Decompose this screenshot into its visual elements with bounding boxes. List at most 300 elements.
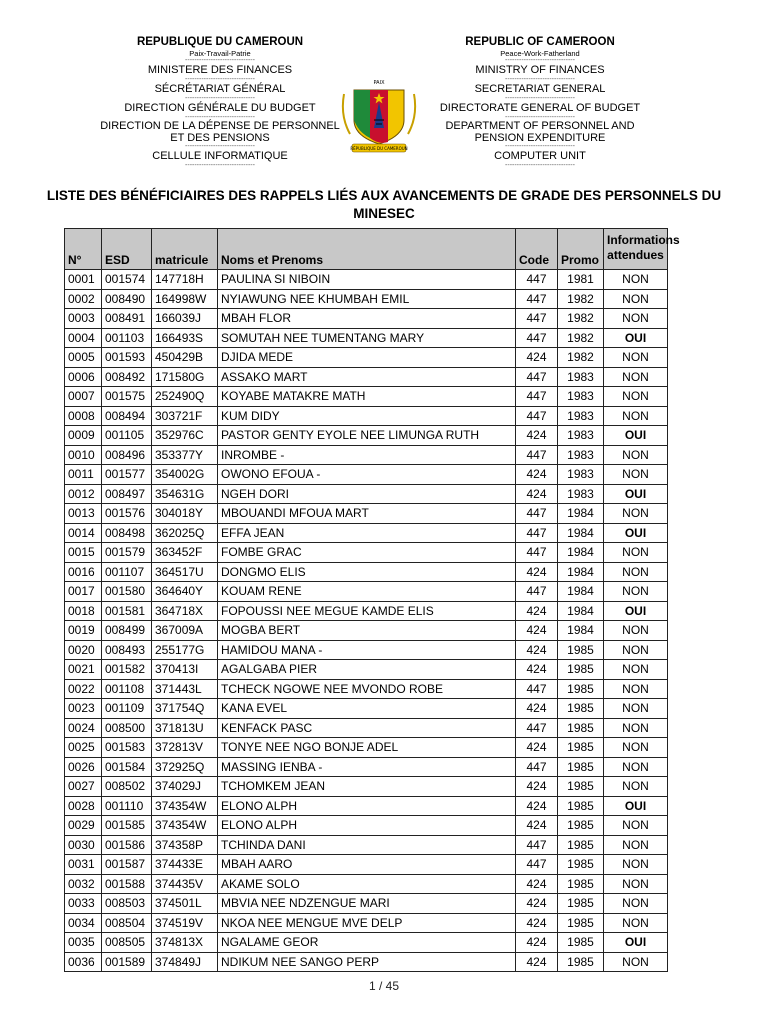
row-number: 0003 <box>65 309 102 329</box>
grade-code: 424 <box>516 348 558 368</box>
table-row <box>65 796 668 816</box>
esd-code: 001107 <box>102 562 152 582</box>
table-row <box>65 562 668 582</box>
row-number: 0024 <box>65 718 102 738</box>
grade-code: 424 <box>516 465 558 485</box>
row-number: 0014 <box>65 523 102 543</box>
esd-code: 001584 <box>102 757 152 777</box>
esd-code: 001574 <box>102 270 152 290</box>
promotion-year: 1984 <box>558 562 604 582</box>
grade-code: 424 <box>516 699 558 719</box>
matricule: 371813U <box>152 718 218 738</box>
row-number: 0010 <box>65 445 102 465</box>
esd-code: 001109 <box>102 699 152 719</box>
column-header: Promo <box>558 229 604 270</box>
grade-code: 447 <box>516 679 558 699</box>
promotion-year: 1983 <box>558 426 604 446</box>
esd-code: 001579 <box>102 543 152 563</box>
esd-code: 008490 <box>102 289 152 309</box>
row-number: 0034 <box>65 913 102 933</box>
letterhead-english <box>425 36 655 169</box>
grade-code: 424 <box>516 933 558 953</box>
matricule: 450429B <box>152 348 218 368</box>
promotion-year: 1984 <box>558 601 604 621</box>
promotion-year: 1982 <box>558 309 604 329</box>
full-name: PAULINA SI NIBOIN <box>218 270 516 290</box>
letterhead-french <box>95 36 345 169</box>
information-status: OUI <box>604 328 668 348</box>
grade-code: 447 <box>516 504 558 524</box>
unit-en: COMPUTER UNIT <box>494 150 586 162</box>
matricule: 371443L <box>152 679 218 699</box>
grade-code: 447 <box>516 718 558 738</box>
grade-code: 447 <box>516 289 558 309</box>
full-name: NYIAWUNG NEE KHUMBAH EMIL <box>218 289 516 309</box>
matricule: 367009A <box>152 621 218 641</box>
table-row <box>65 387 668 407</box>
motto-fr: Paix-Travail-Patrie <box>189 49 251 58</box>
esd-code: 001585 <box>102 816 152 836</box>
matricule: 303721F <box>152 406 218 426</box>
row-number: 0018 <box>65 601 102 621</box>
full-name: TCHECK NGOWE NEE MVONDO ROBE <box>218 679 516 699</box>
promotion-year: 1985 <box>558 738 604 758</box>
promotion-year: 1985 <box>558 933 604 953</box>
separator: ------------------------------ <box>185 95 255 102</box>
separator: ------------------------------ <box>505 95 575 102</box>
table-row <box>65 894 668 914</box>
grade-code: 447 <box>516 309 558 329</box>
matricule: 147718H <box>152 270 218 290</box>
promotion-year: 1984 <box>558 543 604 563</box>
esd-code: 008493 <box>102 640 152 660</box>
grade-code: 424 <box>516 816 558 836</box>
table-row <box>65 952 668 972</box>
table-row <box>65 699 668 719</box>
matricule: 164998W <box>152 289 218 309</box>
full-name: NGALAME GEOR <box>218 933 516 953</box>
row-number: 0009 <box>65 426 102 446</box>
information-status: NON <box>604 465 668 485</box>
grade-code: 447 <box>516 835 558 855</box>
full-name: FOPOUSSI NEE MEGUE KAMDE ELIS <box>218 601 516 621</box>
grade-code: 424 <box>516 426 558 446</box>
grade-code: 447 <box>516 387 558 407</box>
matricule: 364517U <box>152 562 218 582</box>
row-number: 0019 <box>65 621 102 641</box>
grade-code: 447 <box>516 757 558 777</box>
matricule: 370413I <box>152 660 218 680</box>
full-name: TCHOMKEM JEAN <box>218 777 516 797</box>
separator: ------------------------------ <box>185 114 255 121</box>
full-name: KUM DIDY <box>218 406 516 426</box>
esd-code: 001593 <box>102 348 152 368</box>
full-name: MOGBA BERT <box>218 621 516 641</box>
information-status: OUI <box>604 796 668 816</box>
row-number: 0021 <box>65 660 102 680</box>
matricule: 374029J <box>152 777 218 797</box>
matricule: 364718X <box>152 601 218 621</box>
information-status: OUI <box>604 484 668 504</box>
matricule: 374354W <box>152 796 218 816</box>
information-status: NON <box>604 640 668 660</box>
promotion-year: 1984 <box>558 504 604 524</box>
matricule: 364640Y <box>152 582 218 602</box>
row-number: 0031 <box>65 855 102 875</box>
esd-code: 008503 <box>102 894 152 914</box>
separator: ------------------------------ <box>505 76 575 83</box>
promotion-year: 1985 <box>558 855 604 875</box>
full-name: PASTOR GENTY EYOLE NEE LIMUNGA RUTH <box>218 426 516 446</box>
esd-code: 001575 <box>102 387 152 407</box>
table-row <box>65 660 668 680</box>
promotion-year: 1983 <box>558 387 604 407</box>
full-name: AGALGABA PIER <box>218 660 516 680</box>
promotion-year: 1985 <box>558 952 604 972</box>
promotion-year: 1985 <box>558 679 604 699</box>
esd-code: 001581 <box>102 601 152 621</box>
row-number: 0035 <box>65 933 102 953</box>
matricule: 372925Q <box>152 757 218 777</box>
full-name: KOYABE MATAKRE MATH <box>218 387 516 407</box>
matricule: 354631G <box>152 484 218 504</box>
esd-code: 001589 <box>102 952 152 972</box>
esd-code: 008496 <box>102 445 152 465</box>
information-status: OUI <box>604 601 668 621</box>
esd-code: 008498 <box>102 523 152 543</box>
grade-code: 447 <box>516 543 558 563</box>
table-row <box>65 465 668 485</box>
promotion-year: 1985 <box>558 894 604 914</box>
row-number: 0005 <box>65 348 102 368</box>
full-name: MBVIA NEE NDZENGUE MARI <box>218 894 516 914</box>
full-name: KENFACK PASC <box>218 718 516 738</box>
promotion-year: 1983 <box>558 367 604 387</box>
information-status: NON <box>604 718 668 738</box>
esd-code: 008491 <box>102 309 152 329</box>
division-fr: DIRECTION DE LA DÉPENSE DE PERSONNEL ET DES PENSIONS <box>100 120 340 144</box>
full-name: TCHINDA DANI <box>218 835 516 855</box>
column-header: Informations attendues <box>604 229 668 270</box>
table-row <box>65 426 668 446</box>
row-number: 0001 <box>65 270 102 290</box>
matricule: 374358P <box>152 835 218 855</box>
promotion-year: 1985 <box>558 757 604 777</box>
separator: ------------------------------ <box>505 57 575 64</box>
table-row <box>65 816 668 836</box>
matricule: 353377Y <box>152 445 218 465</box>
full-name: DJIDA MEDE <box>218 348 516 368</box>
esd-code: 001588 <box>102 874 152 894</box>
promotion-year: 1982 <box>558 348 604 368</box>
table-row <box>65 289 668 309</box>
grade-code: 424 <box>516 913 558 933</box>
row-number: 0016 <box>65 562 102 582</box>
separator: ------------------------------ <box>505 143 575 150</box>
information-status: NON <box>604 913 668 933</box>
esd-code: 008499 <box>102 621 152 641</box>
row-number: 0022 <box>65 679 102 699</box>
row-number: 0004 <box>65 328 102 348</box>
information-status: NON <box>604 816 668 836</box>
full-name: TONYE NEE NGO BONJE ADEL <box>218 738 516 758</box>
information-status: NON <box>604 387 668 407</box>
information-status: NON <box>604 777 668 797</box>
matricule: 374501L <box>152 894 218 914</box>
full-name: NDIKUM NEE SANGO PERP <box>218 952 516 972</box>
table-body <box>65 270 668 972</box>
promotion-year: 1983 <box>558 445 604 465</box>
grade-code: 447 <box>516 270 558 290</box>
information-status: NON <box>604 582 668 602</box>
row-number: 0026 <box>65 757 102 777</box>
coat-of-arms-icon <box>338 76 420 156</box>
esd-code: 008504 <box>102 913 152 933</box>
seal-motto: PAIX <box>373 80 385 86</box>
information-status: NON <box>604 367 668 387</box>
promotion-year: 1983 <box>558 484 604 504</box>
table-row <box>65 504 668 524</box>
information-status: NON <box>604 874 668 894</box>
table-row <box>65 757 668 777</box>
matricule: 354002G <box>152 465 218 485</box>
promotion-year: 1984 <box>558 582 604 602</box>
information-status: OUI <box>604 933 668 953</box>
row-number: 0017 <box>65 582 102 602</box>
table-row <box>65 855 668 875</box>
directorate-en: DIRECTORATE GENERAL OF BUDGET <box>439 102 641 114</box>
column-header: Noms et Prenoms <box>218 229 516 270</box>
table-row <box>65 933 668 953</box>
information-status: NON <box>604 952 668 972</box>
column-header: N° <box>65 229 102 270</box>
grade-code: 424 <box>516 601 558 621</box>
column-header: ESD <box>102 229 152 270</box>
promotion-year: 1985 <box>558 640 604 660</box>
information-status: NON <box>604 543 668 563</box>
beneficiaries-table <box>64 228 680 972</box>
information-status: OUI <box>604 426 668 446</box>
table-row <box>65 309 668 329</box>
information-status: NON <box>604 348 668 368</box>
esd-code: 008502 <box>102 777 152 797</box>
row-number: 0028 <box>65 796 102 816</box>
information-status: NON <box>604 289 668 309</box>
table-row <box>65 543 668 563</box>
full-name: HAMIDOU MANA - <box>218 640 516 660</box>
separator: ------------------------------ <box>505 162 575 169</box>
esd-code: 001583 <box>102 738 152 758</box>
esd-code: 001103 <box>102 328 152 348</box>
promotion-year: 1982 <box>558 328 604 348</box>
secretariat-en: SECRETARIAT GENERAL <box>474 83 606 95</box>
table-row <box>65 270 668 290</box>
fasces-left <box>343 94 350 134</box>
grade-code: 424 <box>516 621 558 641</box>
esd-code: 008494 <box>102 406 152 426</box>
esd-code: 001110 <box>102 796 152 816</box>
esd-code: 001576 <box>102 504 152 524</box>
esd-code: 008492 <box>102 367 152 387</box>
table-row <box>65 328 668 348</box>
matricule: 255177G <box>152 640 218 660</box>
row-number: 0029 <box>65 816 102 836</box>
table-row <box>65 445 668 465</box>
row-number: 0027 <box>65 777 102 797</box>
esd-code: 001577 <box>102 465 152 485</box>
row-number: 0015 <box>65 543 102 563</box>
esd-code: 001580 <box>102 582 152 602</box>
esd-code: 008500 <box>102 718 152 738</box>
promotion-year: 1983 <box>558 406 604 426</box>
separator: ------------------------------ <box>185 143 255 150</box>
grade-code: 424 <box>516 952 558 972</box>
grade-code: 424 <box>516 484 558 504</box>
promotion-year: 1984 <box>558 621 604 641</box>
unit-fr: CELLULE INFORMATIQUE <box>152 150 288 162</box>
promotion-year: 1985 <box>558 835 604 855</box>
full-name: MBAH FLOR <box>218 309 516 329</box>
table-row <box>65 777 668 797</box>
promotion-year: 1985 <box>558 777 604 797</box>
motto-en: Peace-Work-Fatherland <box>500 49 580 58</box>
separator: ------------------------------ <box>185 162 255 169</box>
full-name: DONGMO ELIS <box>218 562 516 582</box>
matricule: 171580G <box>152 367 218 387</box>
matricule: 352976C <box>152 426 218 446</box>
table-row <box>65 718 668 738</box>
matricule: 374433E <box>152 855 218 875</box>
full-name: NKOA NEE MENGUE MVE DELP <box>218 913 516 933</box>
row-number: 0023 <box>65 699 102 719</box>
information-status: NON <box>604 406 668 426</box>
matricule: 252490Q <box>152 387 218 407</box>
promotion-year: 1981 <box>558 270 604 290</box>
promotion-year: 1985 <box>558 699 604 719</box>
full-name: OWONO EFOUA - <box>218 465 516 485</box>
table-row <box>65 640 668 660</box>
grade-code: 424 <box>516 738 558 758</box>
ministry-en: MINISTRY OF FINANCES <box>475 64 605 76</box>
matricule: 374354W <box>152 816 218 836</box>
document-title: LISTE DES BÉNÉFICIAIRES DES RAPPELS LIÉS AUX AVANCEMENTS DE GRADE DES PERSONNELS DU MINESEC <box>46 188 722 221</box>
matricule: 372813V <box>152 738 218 758</box>
full-name: KOUAM RENE <box>218 582 516 602</box>
full-name: SOMUTAH NEE TUMENTANG MARY <box>218 328 516 348</box>
row-number: 0032 <box>65 874 102 894</box>
row-number: 0011 <box>65 465 102 485</box>
information-status: NON <box>604 309 668 329</box>
full-name: KANA EVEL <box>218 699 516 719</box>
matricule: 363452F <box>152 543 218 563</box>
country-fr: REPUBLIQUE DU CAMEROUN <box>136 36 304 48</box>
column-header: Code <box>516 229 558 270</box>
information-status: NON <box>604 504 668 524</box>
full-name: FOMBE GRAC <box>218 543 516 563</box>
full-name: ASSAKO MART <box>218 367 516 387</box>
matricule: 374435V <box>152 874 218 894</box>
esd-code: 001586 <box>102 835 152 855</box>
secretariat-fr: SÉCRÉTARIAT GÉNÉRAL <box>154 83 286 95</box>
information-status: NON <box>604 562 668 582</box>
country-en: REPUBLIC OF CAMEROON <box>465 36 615 48</box>
grade-code: 447 <box>516 523 558 543</box>
row-number: 0012 <box>65 484 102 504</box>
table-row <box>65 874 668 894</box>
promotion-year: 1982 <box>558 289 604 309</box>
esd-code: 008497 <box>102 484 152 504</box>
esd-code: 001108 <box>102 679 152 699</box>
full-name: INROMBE - <box>218 445 516 465</box>
matricule: 371754Q <box>152 699 218 719</box>
table-row <box>65 601 668 621</box>
table-row <box>65 738 668 758</box>
grade-code: 447 <box>516 445 558 465</box>
promotion-year: 1985 <box>558 816 604 836</box>
full-name: AKAME SOLO <box>218 874 516 894</box>
grade-code: 447 <box>516 582 558 602</box>
full-name: ELONO ALPH <box>218 796 516 816</box>
directorate-fr: DIRECTION GÉNÉRALE DU BUDGET <box>124 102 316 114</box>
table-row <box>65 367 668 387</box>
information-status: NON <box>604 679 668 699</box>
grade-code: 447 <box>516 367 558 387</box>
row-number: 0013 <box>65 504 102 524</box>
table-row <box>65 835 668 855</box>
matricule: 374813X <box>152 933 218 953</box>
grade-code: 447 <box>516 406 558 426</box>
grade-code: 424 <box>516 640 558 660</box>
grade-code: 424 <box>516 777 558 797</box>
fasces-right <box>408 94 415 134</box>
promotion-year: 1985 <box>558 913 604 933</box>
table-row <box>65 679 668 699</box>
promotion-year: 1985 <box>558 660 604 680</box>
full-name: MASSING IENBA - <box>218 757 516 777</box>
information-status: NON <box>604 835 668 855</box>
information-status: NON <box>604 855 668 875</box>
matricule: 362025Q <box>152 523 218 543</box>
letterhead <box>0 36 768 176</box>
information-status: NON <box>604 738 668 758</box>
information-status: NON <box>604 757 668 777</box>
row-number: 0006 <box>65 367 102 387</box>
promotion-year: 1985 <box>558 796 604 816</box>
promotion-year: 1983 <box>558 465 604 485</box>
table-row <box>65 621 668 641</box>
grade-code: 424 <box>516 562 558 582</box>
esd-code: 001582 <box>102 660 152 680</box>
full-name: MBOUANDI MFOUA MART <box>218 504 516 524</box>
grade-code: 447 <box>516 328 558 348</box>
separator: ------------------------------ <box>185 76 255 83</box>
table-row <box>65 913 668 933</box>
separator: ------------------------------ <box>185 57 255 64</box>
row-number: 0025 <box>65 738 102 758</box>
column-header: matricule <box>152 229 218 270</box>
row-number: 0030 <box>65 835 102 855</box>
grade-code: 424 <box>516 894 558 914</box>
full-name: MBAH AARO <box>218 855 516 875</box>
matricule: 374519V <box>152 913 218 933</box>
information-status: OUI <box>604 523 668 543</box>
table-row <box>65 348 668 368</box>
ministry-fr: MINISTERE DES FINANCES <box>147 64 293 76</box>
page-number: 1 / 45 <box>368 979 400 993</box>
table-row <box>65 582 668 602</box>
row-number: 0020 <box>65 640 102 660</box>
full-name: EFFA JEAN <box>218 523 516 543</box>
